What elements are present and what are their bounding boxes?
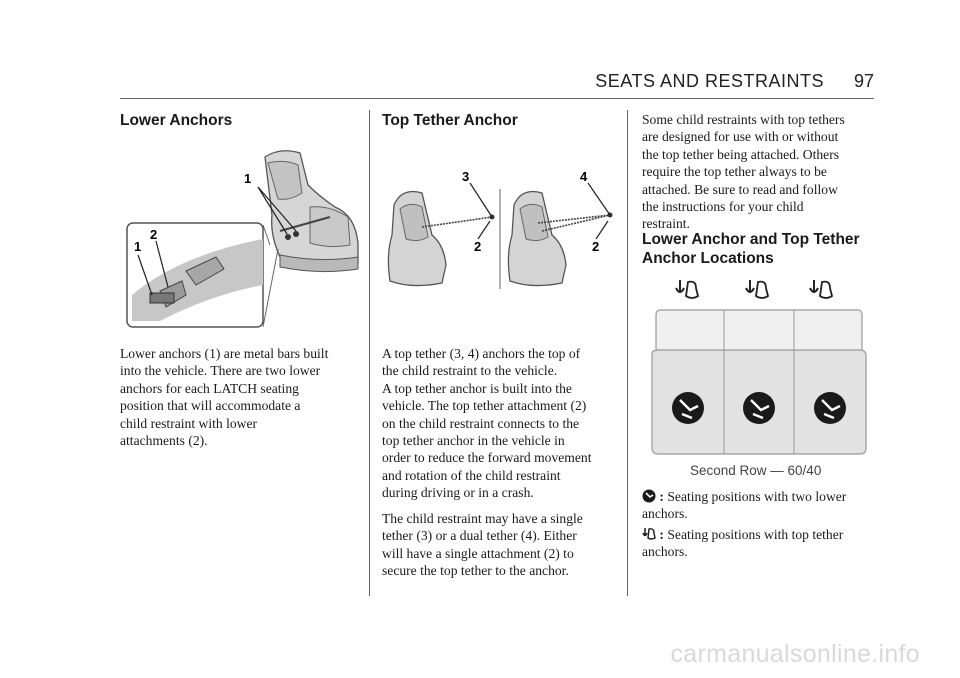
lower-anchor-icon <box>814 392 846 424</box>
text-line: and rotation of the child restraint <box>382 467 561 483</box>
heading-line: Lower Anchor and Top Tether <box>642 231 860 248</box>
top-tether-paragraph-1 <box>382 345 622 502</box>
figure-label-3: 3 <box>462 169 470 184</box>
text-line: child restraint with lower <box>120 415 258 431</box>
column-divider-2 <box>627 110 628 596</box>
figure-label-1-top: 1 <box>244 171 252 186</box>
rear-seat-diagram <box>648 272 870 456</box>
legend-text: anchors. <box>642 544 688 560</box>
text-line: on the child restraint connects to the <box>382 415 580 431</box>
text-line: require the top tether always to be <box>642 164 827 180</box>
top-tether-figure <box>382 165 622 295</box>
figure-label-2b: 2 <box>592 239 600 254</box>
figure-caption: Second Row — 60/40 <box>690 463 822 478</box>
top-tether-icon <box>676 280 698 298</box>
legend-colon: : <box>659 489 664 504</box>
figure-label-4: 4 <box>580 169 588 184</box>
text-line: Some child restraints with top tethers <box>642 112 845 127</box>
column-divider-1 <box>369 110 370 596</box>
lower-anchors-figure <box>120 145 360 335</box>
legend-lower-anchor <box>642 487 892 523</box>
figure-label-1-left: 1 <box>134 239 142 254</box>
text-line: tether (3) or a dual tether (4). Either <box>382 528 577 544</box>
top-tether-icon <box>810 280 832 298</box>
lower-anchors-paragraph <box>120 345 365 449</box>
text-line: position that will accommodate a <box>120 398 301 414</box>
section-title: SEATS AND RESTRAINTS <box>595 71 824 91</box>
text-line: secure the top tether to the anchor. <box>382 563 569 579</box>
text-line: restraint. <box>642 216 690 232</box>
tether-usage-paragraph <box>642 111 882 233</box>
text-line: the instructions for your child <box>642 199 804 215</box>
text-line: during driving or in a crash. <box>382 485 534 501</box>
text-line: Lower anchors (1) are metal bars built <box>120 346 329 361</box>
heading-line: Anchor Locations <box>642 250 774 267</box>
legend-colon: : <box>659 527 664 542</box>
lower-anchor-icon <box>743 392 775 424</box>
legend-text: Seating positions with two lower <box>667 489 847 504</box>
text-line: the child restraint to the vehicle. <box>382 363 558 379</box>
text-line: top tether anchor in the vehicle in <box>382 433 565 449</box>
text-line: attached. Be sure to read and follow <box>642 181 838 197</box>
legend-text: Seating positions with top tether <box>667 527 844 542</box>
top-tether-anchor-heading: Top Tether Anchor <box>382 112 518 129</box>
figure-label-2: 2 <box>150 227 158 242</box>
text-line: A top tether anchor is built into the <box>382 380 572 396</box>
text-line: the top tether being attached. Others <box>642 146 840 162</box>
top-tether-paragraph-2 <box>382 510 622 580</box>
top-tether-icon <box>746 280 768 298</box>
figure-label-2a: 2 <box>474 239 482 254</box>
text-line: into the vehicle. There are two lower <box>120 363 321 379</box>
text-line: anchors for each LATCH seating <box>120 380 299 396</box>
text-line: A top tether (3, 4) anchors the top of <box>382 346 581 361</box>
header-rule <box>120 98 874 99</box>
lower-anchor-icon <box>642 489 656 503</box>
text-line: will have a single attachment (2) to <box>382 545 574 561</box>
text-line: attachments (2). <box>120 433 208 449</box>
legend-top-tether <box>642 525 892 561</box>
lower-anchor-icon <box>672 392 704 424</box>
top-tether-icon <box>642 527 656 541</box>
text-line: vehicle. The top tether attachment (2) <box>382 398 587 414</box>
text-line: are designed for use with or without <box>642 129 839 145</box>
text-line: order to reduce the forward movement <box>382 450 592 466</box>
legend-text: anchors. <box>642 506 688 522</box>
watermark: carmanualsonline.info <box>670 640 920 668</box>
text-line: The child restraint may have a single <box>382 511 583 526</box>
lower-anchors-heading: Lower Anchors <box>120 112 233 129</box>
anchor-locations-heading <box>642 230 882 268</box>
page-number: 97 <box>853 71 874 91</box>
